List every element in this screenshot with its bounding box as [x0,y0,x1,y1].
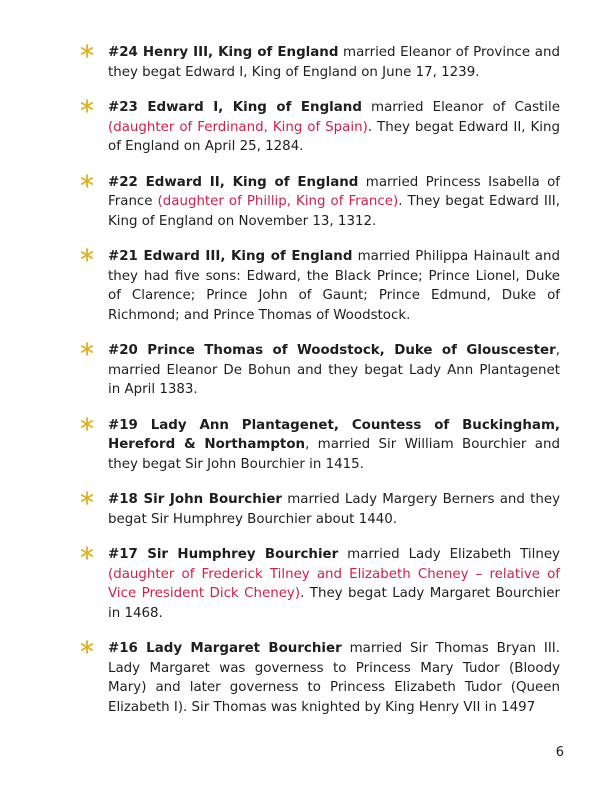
entry-text [108,341,560,400]
entry-text-segment: , married Eleanor De Bohun and they begat Lady Ann Plantagenet in April 1383. [108,343,560,397]
star-icon [80,546,94,560]
list-item [80,545,560,623]
star-icon [80,174,94,188]
entry-text-segment: married Lady Margery Berners and they begat Sir Humphrey Bourchier about 1440. [108,492,560,527]
entry-text-segment: married Philippa Hainault and they had five sons: Edward, the Black Prince; Prince Lionel, Duke of Clarence; Prince John of Gaunt; Prince Edmund, Duke of Richmond; and Prince Thomas of Woodstock. [108,249,560,323]
entry-text [108,98,560,157]
star-icon [80,417,94,431]
entry-text-segment: married Eleanor of Castile [361,100,560,115]
list-item [80,43,560,82]
person-name: #23 Edward I, King of England [108,100,362,115]
entry-text [108,416,560,475]
entry-text-segment: married Lady Elizabeth Tilney [338,547,560,562]
entry-text-segment: , married Sir William Bourchier and they begat Sir John Bourchier in 1415. [108,437,560,472]
person-name: #22 Edward II, King of England [108,174,359,190]
parentage-note: (daughter of Frederick Tilney and Elizabeth Cheney – relative of Vice President Dick Cheney) [108,566,560,601]
entry-text [108,43,560,82]
genealogy-entry-list [80,43,560,733]
person-name: #20 Prince Thomas of Woodstock, Duke of Glouscester [108,343,556,358]
entry-text [108,639,560,717]
person-name: #18 Sir John Bourchier [108,492,283,507]
list-item [80,416,560,475]
list-item [80,341,560,400]
parentage-note: (daughter of Ferdinand, King of Spain) [108,119,368,135]
entry-text-segment: married Eleanor of Province and they begat Edward I, King of England on June 17, 1239. [108,45,560,80]
entry-text-segment: . They begat Edward III, King of England on November 13, 1312. [108,194,560,229]
star-icon [80,248,94,262]
entry-text [108,490,560,529]
entry-text-segment: married Sir Thomas Bryan III. Lady Margaret was governess to Princess Mary Tudor (Bloody Mary) and later governess to Princess Elizabeth Tudor (Queen Elizabeth I). Sir Thomas was knighted by King Henry VII in 1497 [108,641,560,715]
entry-text-segment: . They begat Lady Margaret Bourchier in 1468. [108,586,560,621]
list-item [80,173,560,232]
list-item [80,639,560,717]
star-icon [80,99,94,113]
person-name: #19 Lady Ann Plantagenet, Countess of Buckingham, Hereford & Northampton [108,417,560,452]
entry-text [108,247,560,325]
person-name: #16 Lady Margaret Bourchier [108,641,342,656]
person-name: #24 Henry III, King of England [108,45,339,60]
entry-text-segment: married Princess Isabella of France [108,174,560,209]
list-item [80,490,560,529]
star-icon [80,640,94,654]
person-name: #17 Sir Humphrey Bourchier [108,547,339,562]
list-item [80,98,560,157]
star-icon [80,342,94,356]
entry-text-segment: . They begat Edward II, King of England on April 25, 1284. [108,119,560,154]
star-icon [80,491,94,505]
star-icon [80,44,94,58]
entry-text [108,545,560,623]
parentage-note: (daughter of Phillip, King of France) [157,194,399,209]
list-item [80,247,560,325]
person-name: #21 Edward III, King of England [108,249,353,264]
page-number: 6 [555,745,564,760]
entry-text [108,173,560,232]
